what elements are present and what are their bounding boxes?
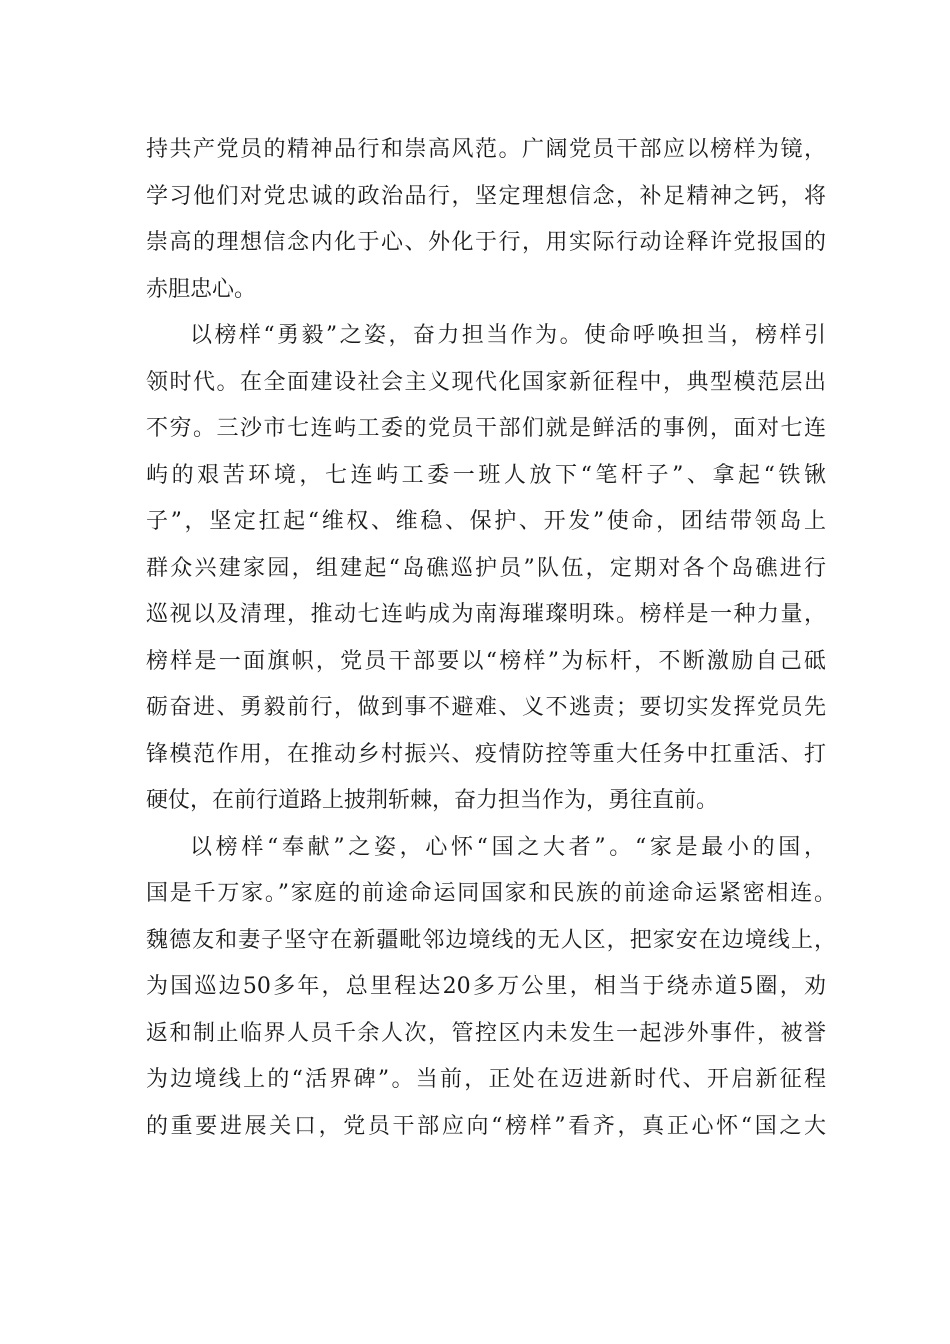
text-line: 学习他们对党忠诚的政治品行，坚定理想信念，补足精神之钙，将 (146, 183, 826, 209)
text-line: 领时代。在全面建设社会主义现代化国家新征程中，典型模范层出 (146, 369, 826, 395)
text-line: 巡视以及清理，推动七连屿成为南海璀璨明珠。榜样是一种力量， (146, 602, 826, 627)
paragraph-first-line: 以榜样“勇毅”之姿，奋力担当作为。使命呼唤担当，榜样引 (190, 323, 826, 348)
text-line: 子”，坚定扛起“维权、维稳、保护、开发”使命，团结带领岛上 (146, 509, 826, 534)
text-line: 为边境线上的“活界碑”。当前，正处在迈进新时代、开启新征程 (146, 1067, 826, 1092)
text-line: 国是千万家。”家庭的前途命运同国家和民族的前途命运紧密相连。 (146, 881, 836, 906)
document-body (146, 127, 836, 1150)
text-line: 不穷。三沙市七连屿工委的党员干部们就是鲜活的事例，面对七连 (146, 416, 826, 441)
text-line: 为国巡边50多年，总里程达20多万公里，相当于绕赤道5圈，劝 (146, 974, 826, 999)
text-line: 崇高的理想信念内化于心、外化于行，用实际行动诠释许党报国的 (146, 230, 826, 255)
text-line: 硬仗，在前行道路上披荆斩棘，奋力担当作为，勇往直前。 (146, 788, 719, 813)
text-line: 的重要进展关口，党员干部应向“榜样”看齐，真正心怀“国之大 (146, 1113, 826, 1139)
text-line: 屿的艰苦环境，七连屿工委一班人放下“笔杆子”、拿起“铁锹 (146, 462, 826, 488)
text-line: 持共产党员的精神品行和崇高风范。广阔党员干部应以榜样为镜， (146, 137, 826, 162)
text-line: 返和制止临界人员千余人次，管控区内未发生一起涉外事件，被誉 (146, 1020, 826, 1046)
text-line: 榜样是一面旗帜，党员干部要以“榜样”为标杆，不断激励自己砥 (146, 648, 826, 674)
text-line: 群众兴建家园，组建起“岛礁巡护员”队伍，定期对各个岛礁进行 (146, 555, 826, 581)
text-line: 赤胆忠心。 (146, 276, 257, 302)
paragraph-first-line: 以榜样“奉献”之姿，心怀“国之大者”。“家是最小的国， (190, 834, 826, 860)
text-line: 魏德友和妻子坚守在新疆毗邻边境线的无人区，把家安在边境线上， (146, 927, 836, 953)
text-line: 锋模范作用，在推动乡村振兴、疫情防控等重大任务中扛重活、打 (146, 741, 826, 767)
text-line: 砺奋进、勇毅前行，做到事不避难、义不逃责；要切实发挥党员先 (146, 695, 826, 720)
